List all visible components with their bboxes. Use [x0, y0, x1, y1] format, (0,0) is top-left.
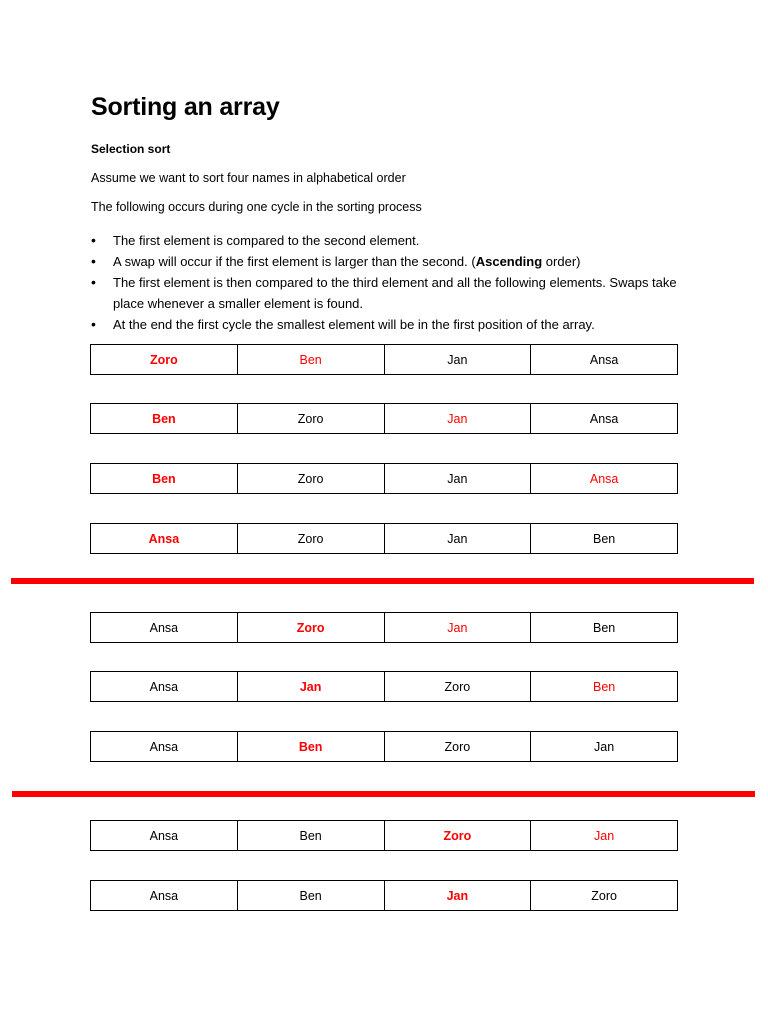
cycle-paragraph: The following occurs during one cycle in the sorting process [91, 200, 422, 214]
bullet-list [91, 230, 691, 335]
array-cell: Zoro [238, 613, 385, 642]
array-cell: Ansa [589, 471, 619, 486]
bullet-item: • The first element is compared to the second element. [91, 230, 691, 251]
array-cell: Ansa [91, 732, 238, 761]
intro-paragraph: Assume we want to sort four names in alphabetical order [91, 171, 406, 185]
bullet-item: • At the end the first cycle the smallest element will be in the first position of the array. [91, 314, 691, 335]
array-cell: Ben [593, 679, 616, 694]
array-cell: Jan [385, 404, 532, 433]
array-cell: Ben [238, 345, 385, 374]
array-cell: Zoro [385, 732, 532, 761]
array-cell: Ben [238, 881, 385, 910]
array-cell: Ben [593, 531, 616, 546]
array-cell: Ansa [91, 881, 238, 910]
array-cell: Ben [91, 404, 238, 433]
array-cell: Jan [594, 739, 615, 754]
array-row-2 [90, 403, 678, 434]
array-cell: Zoro [385, 821, 532, 850]
array-cell: Ben [238, 732, 385, 761]
array-cell: Zoro [238, 404, 385, 433]
array-cell: Jan [238, 672, 385, 701]
array-cell: Jan [594, 828, 615, 843]
array-row-1 [90, 344, 678, 375]
cycle-divider [11, 578, 754, 584]
array-row-3 [90, 463, 678, 494]
array-cell: Ben [91, 464, 238, 493]
array-cell: Ben [238, 821, 385, 850]
section-subtitle: Selection sort [91, 142, 171, 156]
array-cell: Zoro [238, 524, 385, 553]
array-row-8 [90, 820, 678, 851]
bullet-item: • A swap will occur if the first element is larger than the second. (Ascending order) [91, 251, 691, 272]
array-row-6 [90, 671, 678, 702]
array-cell: Ansa [589, 352, 619, 367]
array-row-9 [90, 880, 678, 911]
cycle-divider [12, 791, 755, 797]
array-cell: Zoro [91, 345, 238, 374]
array-cell: Ansa [91, 524, 238, 553]
array-cell: Ansa [91, 672, 238, 701]
array-row-5 [90, 612, 678, 643]
array-cell: Zoro [238, 464, 385, 493]
array-row-4 [90, 523, 678, 554]
array-cell: Ben [593, 620, 616, 635]
array-cell: Jan [385, 613, 532, 642]
array-cell: Jan [385, 464, 532, 493]
array-cell: Ansa [589, 411, 619, 426]
array-cell: Zoro [591, 888, 617, 903]
array-cell: Ansa [91, 821, 238, 850]
array-cell: Jan [385, 524, 532, 553]
array-cell: Jan [385, 345, 532, 374]
array-cell: Ansa [91, 613, 238, 642]
page-title: Sorting an array [91, 93, 280, 121]
array-cell: Zoro [385, 672, 532, 701]
bullet-item: • The first element is then compared to the third element and all the following elements. Swaps take place whenever a smaller element is found. [91, 272, 691, 314]
array-row-7 [90, 731, 678, 762]
array-cell: Jan [385, 881, 532, 910]
